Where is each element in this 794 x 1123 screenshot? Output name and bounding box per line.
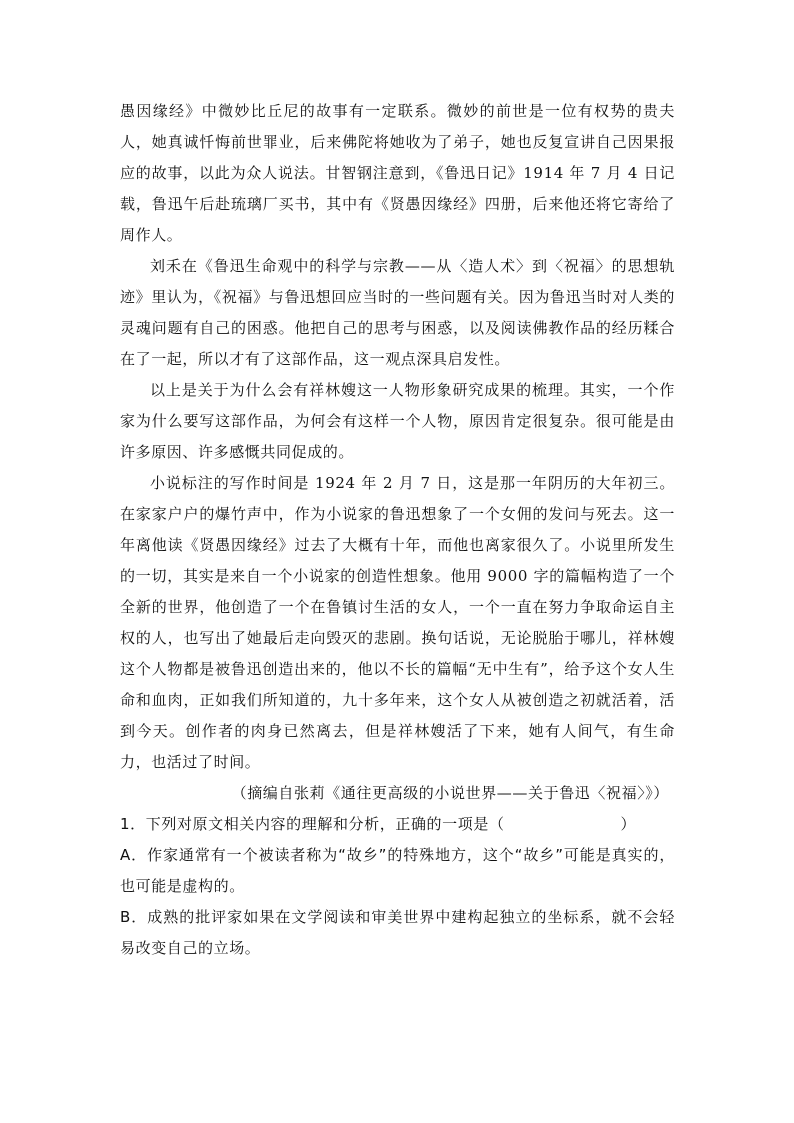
paragraph-1: 愚因缘经》中微妙比丘尼的故事有一定联系。微妙的前世是一位有权势的贵夫人，她真诚忏悔前世罪业，后来佛陀将她收为了弟子，她也反复宣讲自己因果报应的故事，以此为众人说法。甘智钢注意到，《鲁迅日记》1914 年 7 月 4 日记载，鲁迅午后赴琉璃厂买书，其中有《贤愚因缘经》四册，后来他还将它寄给了周作人。 xyxy=(120,102,675,244)
paragraph-2: 刘禾在《鲁迅生命观中的科学与宗教——从〈造人术〉到〈祝福〉的思想轨迹》里认为，《祝福》与鲁迅想回应当时的一些问题有关。因为鲁迅当时对人类的灵魂问题有自己的困惑。他把自己的思考与困惑，以及阅读佛教作品的经历糅合在了一起，所以才有了这部作品，这一观点深具启发性。 xyxy=(120,257,675,368)
article-body xyxy=(120,96,675,964)
question-1-stem xyxy=(120,809,675,840)
question-1-text: 1．下列对原文相关内容的理解和分析，正确的一项是（ xyxy=(120,815,505,833)
option-b: B．成熟的批评家如果在文学阅读和审美世界中建构起独立的坐标系，就不会轻易改变自己的立场。 xyxy=(120,908,675,957)
paragraph-4: 小说标注的写作时间是 1924 年 2 月 7 日，这是那一年阴历的大年初三。在家家户户的爆竹声中，作为小说家的鲁迅想象了一个女佣的发问与死去。这一年离他读《贤愚因缘经》过去了大概有十年，而他也离家很久了。小说里所发生的一切，其实是来自一个小说家的创造性想象。他用 9000 字的篇幅构造了一个全新的世界，他创造了一个在鲁镇讨生活的女人，一个一直在努力争取命运自主权的人，也写出了她最后走向毁灭的悲剧。换句话说，无论脱胎于哪儿，祥林嫂这个人物都是被鲁迅创造出来的，他以不长的篇幅“无中生有”，给予这个女人生命和血肉，正如我们所知道的，九十多年来，这个女人从被创造之初就活着，活到今天。创作者的肉身已然离去，但是祥林嫂活了下来，她有人间气，有生命力，也活过了时间。 xyxy=(120,474,675,771)
source-citation: （摘编自张莉《通往更高级的小说世界——关于鲁迅〈祝福〉》） xyxy=(231,784,669,802)
question-1-close: ） xyxy=(620,815,637,833)
paragraph-3: 以上是关于为什么会有祥林嫂这一人物形象研究成果的梳理。其实，一个作家为什么要写这部作品，为何会有这样一个人物，原因肯定很复杂。很可能是由许多原因、许多感慨共同促成的。 xyxy=(120,381,675,461)
option-a: A．作家通常有一个被读者称为“故乡”的特殊地方，这个“故乡”可能是真实的，也可能是虚构的。 xyxy=(120,846,675,895)
